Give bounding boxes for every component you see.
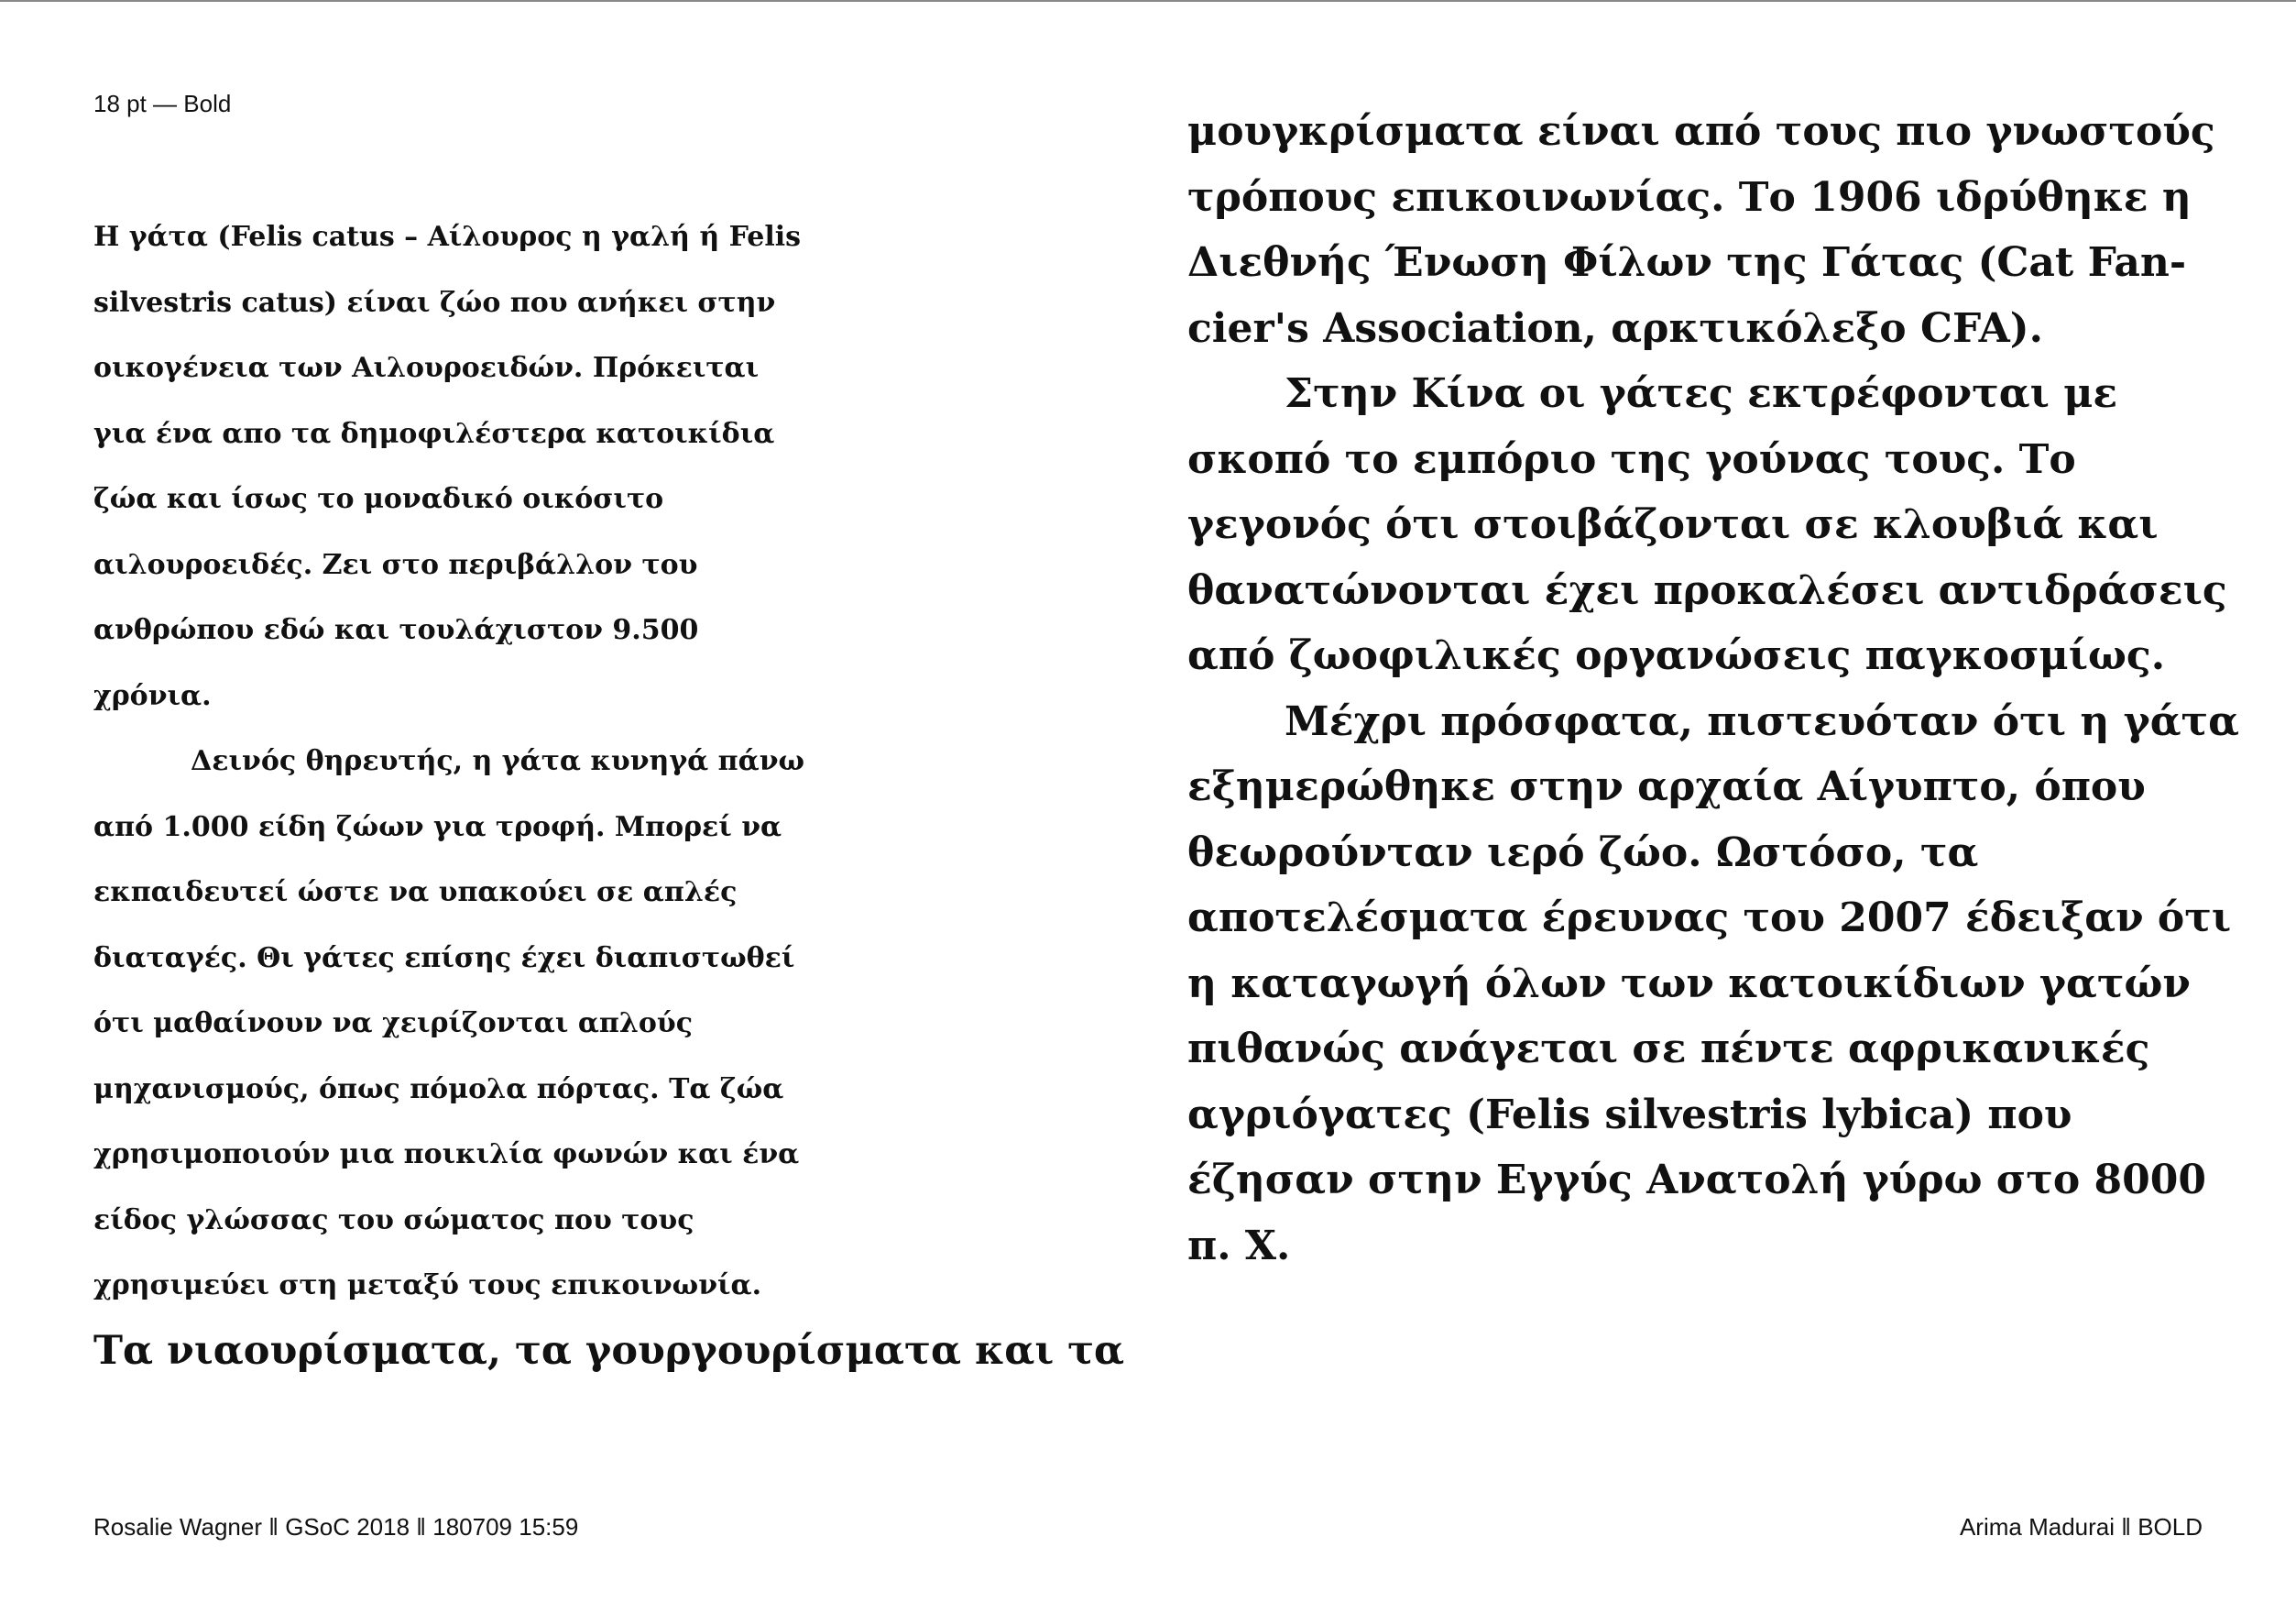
text-line: εξημερώθηκε στην αρχαία Αίγυπτο, όπου — [1187, 763, 2146, 810]
text-line: Δεινός θηρευτής, η γάτα κυνηγά πάνω — [191, 745, 805, 777]
text-line: Διεθνής Ένωση Φίλων της Γάτας (Cat Fan- — [1187, 239, 2187, 286]
text-line: Η γάτα (Felis catus – Αίλουρος η γαλή ή Felis — [93, 221, 802, 253]
text-line: η καταγωγή όλων των κατοικίδιων γατών — [1187, 960, 2191, 1007]
text-line: αιλουροειδές. Ζει στο περιβάλλον του — [93, 548, 698, 581]
text-line: αγριόγατες (Felis silvestris lybica) που — [1187, 1091, 2072, 1138]
text-line: για ένα απο τα δημοφιλέστερα κατοικίδια — [93, 417, 775, 450]
text-column-right — [1187, 99, 2239, 1278]
text-line: χρησιμεύει στη μεταξύ τους επικοινωνία. — [93, 1269, 762, 1301]
text-line: ζώα και ίσως το μοναδικό οικόσιτο — [93, 483, 664, 515]
footer-credits: Rosalie Wagner ‖ GSoC 2018 ‖ 180709 15:59 — [93, 1513, 579, 1541]
text-line: ότι μαθαίνουν να χειρίζονται απλούς — [93, 1007, 694, 1039]
text-line: cier's Association, αρκτικόλεξο CFA). — [1187, 304, 2043, 352]
top-rule — [0, 0, 2296, 2]
footer-font-name: Arima Madurai ‖ BOLD — [1959, 1513, 2203, 1541]
text-line: έζησαν στην Εγγύς Ανατολή γύρω στο 8000 — [1187, 1157, 2206, 1203]
text-line: από ζωοφιλικές οργανώσεις παγκοσμίως. — [1187, 632, 2166, 679]
text-line: μουγκρίσματα είναι από τους πιο γνωστούς — [1187, 108, 2215, 155]
text-line: από 1.000 είδη ζώων για τροφή. Μπορεί να — [93, 810, 782, 843]
text-line: σκοπό το εμπόριο της γούνας τους. Το — [1187, 435, 2076, 483]
text-line: διαταγές. Θι γάτες επίσης έχει διαπιστωθεί — [93, 941, 795, 974]
text-line: αποτελέσματα έρευνας του 2007 έδειξαν ότι — [1187, 894, 2232, 941]
text-line: χρησιμοποιούν μια ποικιλία φωνών και ένα — [93, 1138, 800, 1170]
text-line: Μέχρι πρόσφατα, πιστευόταν ότι η γάτα — [1285, 697, 2240, 745]
text-line: θανατώνονται έχει προκαλέσει αντιδράσεις — [1187, 566, 2227, 614]
text-line: μηχανισμούς, όπως πόμολα πόρτας. Τα ζώα — [93, 1072, 784, 1105]
text-line: Τα νιαουρίσματα, τα γουργουρίσματα και τα — [93, 1327, 1125, 1374]
text-line: π. Χ. — [1187, 1222, 1291, 1269]
text-line: χρόνια. — [93, 679, 212, 712]
text-line: Στην Κίνα οι γάτες εκτρέφονται με — [1285, 370, 2118, 417]
text-line: γεγονός ότι στοιβάζονται σε κλουβιά και — [1187, 501, 2159, 548]
text-line: είδος γλώσσας του σώματος που τους — [93, 1203, 694, 1236]
text-line: πιθανώς ανάγεται σε πέντε αφρικανικές — [1187, 1026, 2150, 1072]
text-line: silvestris catus) είναι ζώο που ανήκει στην — [93, 286, 776, 319]
font-size-label: 18 pt — Bold — [93, 90, 232, 117]
text-line: θεωρούνταν ιερό ζώο. Ωστόσο, τα — [1187, 828, 1979, 876]
text-line: τρόπους επικοινωνίας. Το 1906 ιδρύθηκε η — [1187, 173, 2192, 221]
text-line: ανθρώπου εδώ και τουλάχιστον 9.500 — [93, 614, 699, 646]
text-line: εκπαιδευτεί ώστε να υπακούει σε απλές — [93, 876, 738, 908]
text-line: οικογένεια των Αιλουροειδών. Πρόκειται — [93, 352, 760, 384]
text-column-left — [93, 204, 1124, 1384]
